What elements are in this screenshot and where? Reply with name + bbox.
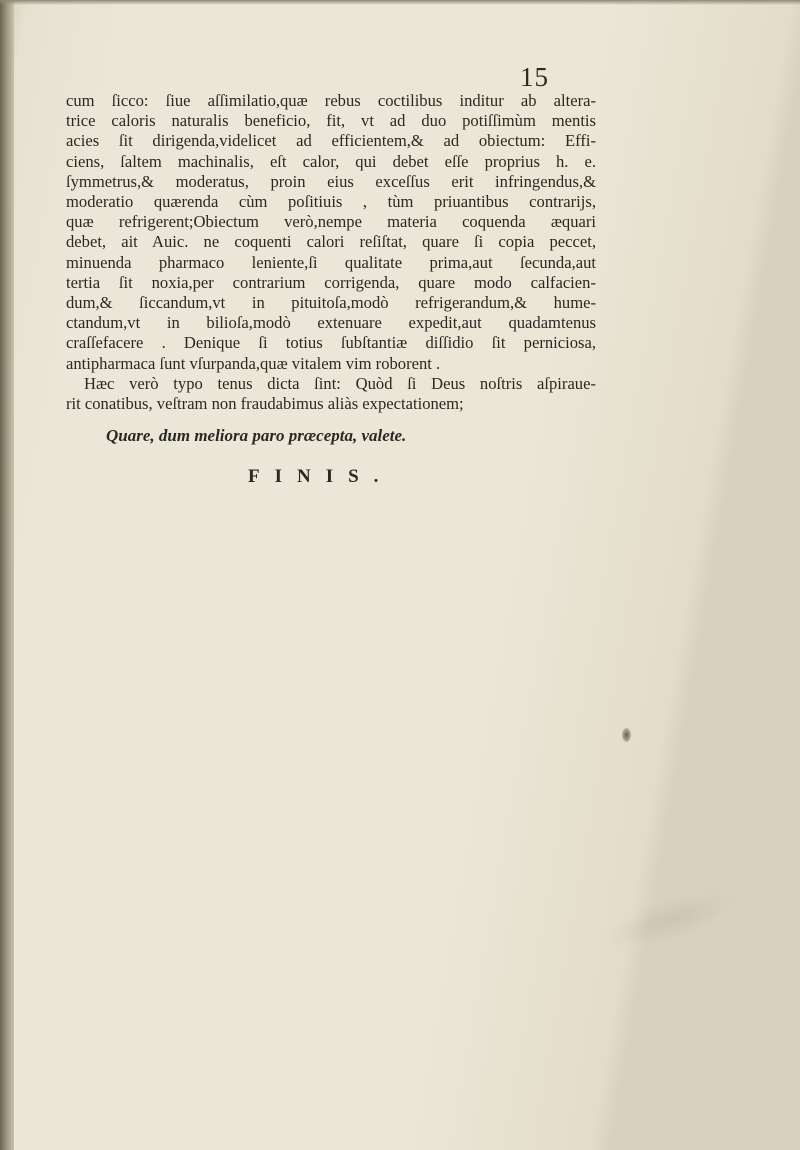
finis-heading: FINIS. (248, 466, 394, 487)
text-line: moderatio quærenda cùm poſitiuis , tùm priuantibus contrarijs, (66, 192, 596, 212)
text-line: ciens, ſaltem machinalis, eſt calor, qui debet eſſe proprius h. e. (66, 151, 596, 171)
text-line: trice caloris naturalis beneficio, fit, vt ad duo potiſſimùm mentis (66, 111, 596, 131)
paper-stain (597, 879, 743, 960)
text-line: dum,& ſiccandum,vt in pituitoſa,modò refrigerandum,& hume- (66, 293, 596, 313)
text-line: ſymmetrus,& moderatus, proin eius exceſſus erit infringendus,& (66, 171, 596, 191)
text-line: antipharmaca ſunt vſurpanda,quæ vitalem vim roborent . (66, 353, 441, 373)
body-text (66, 91, 596, 414)
text-line: rit conatibus, veſtram non fraudabimus aliàs expectationem; (66, 394, 464, 414)
text-line: ctandum,vt in bilioſa,modò extenuare expedit,aut quadamtenus (66, 313, 596, 333)
text-line: cum ſicco: ſiue aſſimilatio,quæ rebus coctilibus inditur ab altera- (66, 91, 596, 110)
text-line: acies ſit dirigenda,videlicet ad efficientem,& ad obiectum: Effi- (66, 131, 596, 151)
text-line: craſſefacere . Denique ſi totius ſubſtantiæ diſſidio ſit perniciosa, (66, 333, 596, 353)
binding-gutter (0, 0, 14, 1150)
text-line: minuenda pharmaco leniente,ſi qualitate prima,aut ſecunda,aut (66, 252, 596, 272)
text-line: Hæc verò typo tenus dicta ſint: Quòd ſi Deus noſtris aſpiraue- (84, 373, 596, 393)
page-number: 15 (520, 62, 549, 92)
page-top-edge (0, 0, 800, 5)
text-line: tertia ſit noxia,per contrarium corrigenda, quare modo calfacien- (66, 272, 596, 292)
text-line: quæ refrigerent;Obiectum verò,nempe materia coquenda æquari (66, 212, 596, 232)
closing-line: Quare, dum meliora paro præcepta, valete. (106, 426, 407, 445)
text-line: debet, ait Auic. ne coquenti calori reſiſtat, quare ſi copia peccet, (66, 232, 596, 252)
ink-spot (622, 728, 631, 742)
